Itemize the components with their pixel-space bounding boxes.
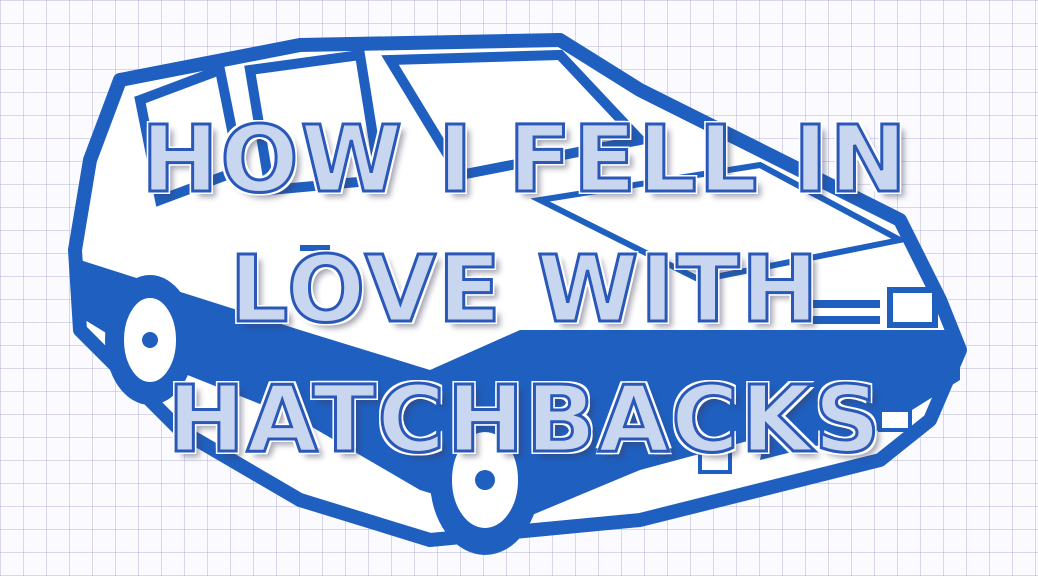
car-roof-rack: [300, 38, 420, 48]
post-title: [130, 105, 920, 475]
title-line-1: HOW I FELL IN: [141, 106, 909, 213]
title-line-2: LOVE WITH: [229, 236, 821, 343]
title-line-3: HATCHBACKS: [167, 366, 883, 473]
